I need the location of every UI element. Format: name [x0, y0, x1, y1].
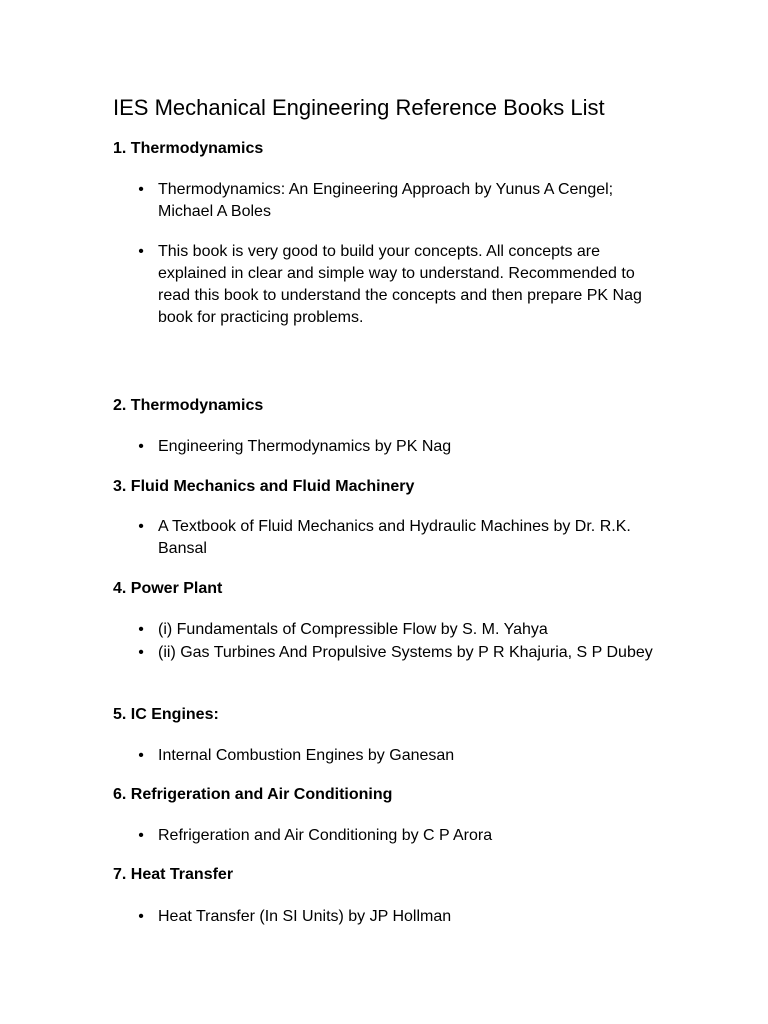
list-item-text: Refrigeration and Air Conditioning by C P Arora: [158, 827, 493, 844]
section-heading-3: 3. Fluid Mechanics and Fluid Machinery: [113, 478, 415, 495]
section-heading-1: 1. Thermodynamics: [113, 140, 264, 157]
list-item-text: (i) Fundamentals of Compressible Flow by S. M. Yahya: [158, 621, 548, 638]
list-item: [113, 436, 653, 458]
bullet-icon: •: [138, 908, 144, 925]
document-title: IES Mechanical Engineering Reference Books List: [113, 95, 605, 120]
list-item: [113, 241, 653, 329]
bullet-icon: •: [138, 827, 144, 844]
bullet-icon: •: [138, 181, 144, 198]
section-heading-2: 2. Thermodynamics: [113, 397, 264, 414]
bullet-icon: •: [138, 747, 144, 764]
list-item: [113, 825, 653, 847]
list-item-text: A Textbook of Fluid Mechanics and Hydraulic Machines by Dr. R.K. Bansal: [158, 518, 631, 557]
list-item-text: Engineering Thermodynamics by PK Nag: [158, 438, 452, 455]
list-item-text: (ii) Gas Turbines And Propulsive Systems by P R Khajuria, S P Dubey: [158, 644, 653, 661]
section-heading-4: 4. Power Plant: [113, 580, 223, 597]
list-item-text: Internal Combustion Engines by Ganesan: [158, 747, 455, 764]
list-item: [113, 516, 653, 560]
list-item: [113, 642, 653, 664]
bullet-icon: •: [138, 243, 144, 260]
list-item: [113, 906, 653, 928]
bullet-icon: •: [138, 644, 144, 661]
list-item: [113, 619, 653, 641]
list-item: [113, 179, 653, 223]
bullet-icon: •: [138, 518, 144, 535]
section-heading-7: 7. Heat Transfer: [113, 866, 234, 883]
section-heading-6: 6. Refrigeration and Air Conditioning: [113, 786, 393, 803]
list-item-text: Thermodynamics: An Engineering Approach by Yunus A Cengel; Michael A Boles: [158, 181, 614, 220]
bullet-icon: •: [138, 621, 144, 638]
list-item-text: This book is very good to build your concepts. All concepts are explained in clear and simple way to understand. Recommended to read this book to understand the concepts and then prepare PK Nag book for practicing problems.: [158, 243, 642, 326]
bullet-icon: •: [138, 438, 144, 455]
list-item: [113, 745, 653, 767]
list-item-text: Heat Transfer (In SI Units) by JP Hollman: [158, 908, 452, 925]
section-heading-5: 5. IC Engines:: [113, 706, 219, 723]
